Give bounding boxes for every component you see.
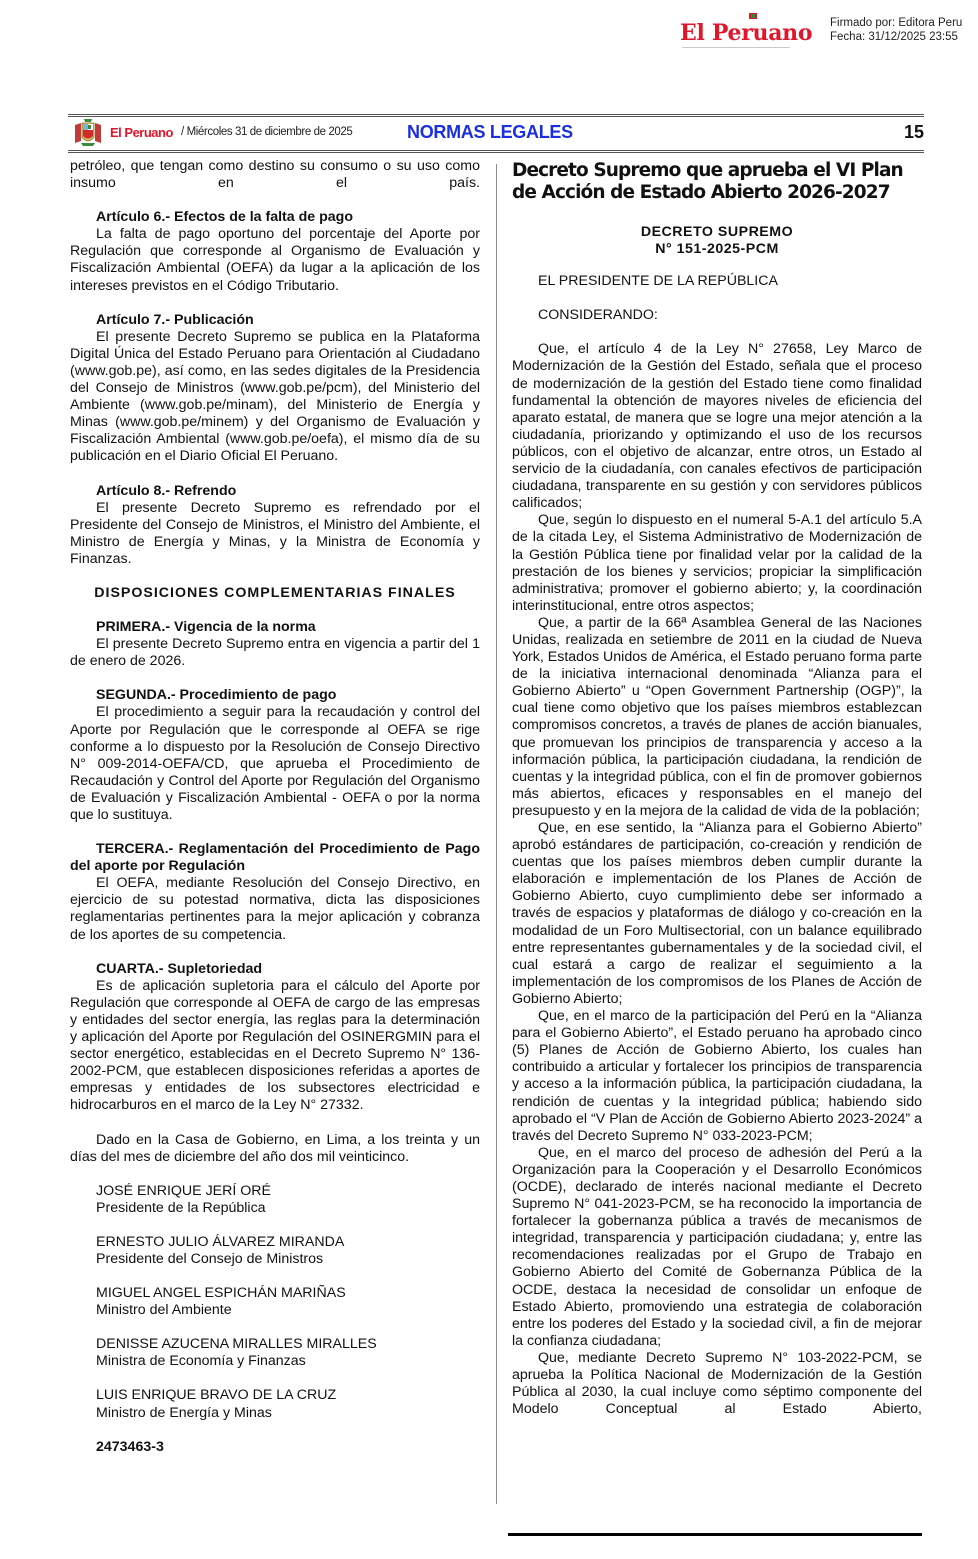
recital-paragraph: Que, mediante Decreto Supremo N° 103-2022-PCM, se aprueba la Política Nacional de Modernización de la Gestión Pública al 2030, la cual incluye como séptimo componente del Modelo Conceptual al Estado Abierto, bbox=[512, 1349, 922, 1418]
decree-title: Decreto Supremo que aprueba el VI Plan de Acción de Estado Abierto 2026-2027 bbox=[512, 160, 903, 203]
recital-paragraph: Que, en el marco del proceso de adhesión del Perú a la Organización para la Cooperación y el Desarrollo Económicos (OCDE), declarado de interés nacional mediante el Decreto Supremo N° 041-2023-PCM, se ha reconocido la importancia de fortalecer la gobernanza pública a través de mecanismos de integridad, transparencia y participación ciudadana; y, entre las recomendaciones realizadas por el Grupo de Trabajo en Gobierno Abierto del Comité de Gobernanza Pública de la OCDE, destaca la necesidad de consolidar un enfoque de Estado Abierto, promoviendo una estrategia de colaboración entre los poderes del Estado y la sociedad civil, a fin de mejorar la confianza ciudadana; bbox=[512, 1144, 922, 1349]
considering-label: CONSIDERANDO: bbox=[538, 307, 658, 324]
recital-paragraph: Que, según lo dispuesto en el numeral 5-A.1 del artículo 5.A de la citada Ley, el Sistema Administrativo de Modernización de la Gestión Pública tiene por finalidad velar por la calidad de la prestación de los bienes y servicios; propiciar la simplificación administrativa; promover el gobierno abierto; y, la coordinación interinstitucional, entre otros aspectos; bbox=[512, 512, 922, 614]
decree-number: N° 151-2025-PCM bbox=[655, 241, 779, 258]
article-8-body: El presente Decreto Supremo es refrendado por el Presidente del Consejo de Ministros, el Ministro del Ambiente, el Ministro de Energía y Minas, y la Ministra de Economía y Finanzas. bbox=[70, 499, 480, 567]
recital-paragraph: Que, en el marco de la participación del Perú en la “Alianza para el Gobierno Abierto”, el Estado peruano ha aprobado cinco (5) Planes de Acción de Gobierno Abierto, los cuales han contribuido a articular y fortalecer los principios de transparencia y acceso a la información pública, la participación ciudadana, la rendición de cuentas y la integridad pública; habiendo sido aprobado el “V Plan de Acción de Gobierno Abierto 2023-2024” a través del Decreto Supremo N° 033-2023-PCM; bbox=[512, 1008, 922, 1144]
provision-primera-heading: PRIMERA.- Vigencia de la norma bbox=[96, 619, 316, 636]
digital-signature-stamp bbox=[678, 14, 978, 48]
provision-primera-body: El presente Decreto Supremo entra en vigencia a partir del 1 de enero de 2026. bbox=[70, 636, 480, 670]
article-6-body: La falta de pago oportuno del porcentaje del Aporte por Regulación que corresponde al Organismo de Evaluación y Fiscalización Ambiental (OEFA) da lugar a la aplicación de los intereses previstos en el Código Tributario. bbox=[70, 226, 480, 294]
header-rule-top bbox=[68, 114, 924, 117]
issuer: EL PRESIDENTE DE LA REPÚBLICA bbox=[538, 273, 778, 290]
article-7-body: El presente Decreto Supremo se publica en la Plataforma Digital Única del Estado Peruano para Orientación al Ciudadano (www.gob.pe), así como, en las sedes digitales de la Presidencia del Consejo de Ministros (www.gob.pe/pcm), del Ministerio del Ambiente (www.gob.pe/minam), del Ministerio de Energía y Minas (www.gob.pe/minem) y del Organismo de Evaluación y Fiscalización Ambiental (www.gob.pe/oefa), el mismo día de su publicación en el Diario Oficial El Peruano. bbox=[70, 328, 480, 465]
provision-tercera-body: El OEFA, mediante Resolución del Consejo Directivo, en ejercicio de su potestad normativa, dicta las disposiciones reglamentarias pertinentes para la mejor aplicación y cobranza de los aportes de su competencia. bbox=[70, 875, 480, 943]
provision-cuarta-body: Es de aplicación supletoria para el cálculo del Aporte por Regulación que corresponde al OEFA de cargo de las empresas y entidades del sector energía, las reglas para la determinación y aplicación del Aporte por Regulación del OSINERGMIN para el sector energético, establecidas en el Decreto Supremo N° 136-2002-PCM, que establecen disposiciones referidas a aportes de empresas y entidades de los subsectores electricidad e hidrocarburos en el marco de la Ley N° 27332. bbox=[70, 977, 480, 1114]
continuation-paragraph: petróleo, que tengan como destino su consumo o su uso como insumo en el país. bbox=[70, 158, 480, 192]
provision-cuarta-heading: CUARTA.- Supletoriedad bbox=[96, 960, 263, 977]
signatory-role: Presidente del Consejo de Ministros bbox=[96, 1250, 324, 1267]
recital-paragraph: Que, en ese sentido, la “Alianza para el Gobierno Abierto” aprobó estándares de participación, co-creación y rendición de cuentas que los países miembros deben cumplir durante la elaboración e implementación de los Planes de Acción de Gobierno Abierto, cuyo cumplimiento debe ser informado a través de espacios y plataformas de diálogo y co-creación en la modalidad de un Foro Multisectorial, con un balance equilibrado entre representantes gubernamentales y de la sociedad civil, el cual estará a cargo de realizar el seguimiento a la implementación de los compromisos de los Planes de Acción de Gobierno Abierto; bbox=[512, 820, 922, 1007]
closing-statement: Dado en la Casa de Gobierno, en Lima, a los treinta y un días del mes de diciembre del año dos mil veinticinco. bbox=[70, 1131, 480, 1165]
article-7-heading: Artículo 7.- Publicación bbox=[96, 311, 254, 328]
section-title: NORMAS LEGALES bbox=[407, 122, 573, 142]
signatory-name: LUIS ENRIQUE BRAVO DE LA CRUZ bbox=[96, 1387, 337, 1404]
final-provisions-title: DISPOSICIONES COMPLEMENTARIAS FINALES bbox=[94, 584, 456, 601]
left-column bbox=[70, 158, 480, 1456]
provision-tercera-heading: TERCERA.- Reglamentación del Procedimiento de Pago del aporte por Regulación bbox=[70, 841, 480, 875]
signatory-name: ERNESTO JULIO ÁLVAREZ MIRANDA bbox=[96, 1233, 345, 1250]
page-number: 15 bbox=[903, 122, 924, 142]
el-peruano-logo: El Peruano bbox=[680, 20, 813, 46]
recital-paragraph: Que, a partir de la 66ª Asamblea General de las Naciones Unidas, realizada en setiembre de 2011 en la ciudad de Nueva York, Estados Unidos de América, el Estado peruano forma parte de la iniciativa internacional denominada “Alianza para el Gobierno Abierto” u “Open Government Partnership (OGP)”, la cual tiene como objetivo que los países miembros establezcan compromisos concretos, a través de planes de acción bianuales, que promuevan los principios de transparencia y acceso a la información pública, la participación ciudadana, la rendición de cuentas y la integridad pública, con el fin de promover gobiernos más abiertos, eficaces y responsables en el manejo del presupuesto y en la mejora de la calidad de vida de la población; bbox=[512, 614, 922, 819]
peru-coat-of-arms-icon bbox=[73, 119, 103, 147]
brand-name: El Peruano bbox=[110, 125, 173, 140]
column-end-rule bbox=[508, 1533, 922, 1536]
signatory-role: Ministro de Energía y Minas bbox=[96, 1404, 272, 1421]
signature-info bbox=[830, 16, 962, 44]
signatory-name: DENISSE AZUCENA MIRALLES MIRALLES bbox=[96, 1336, 377, 1353]
recital-paragraph: Que, el artículo 4 de la Ley N° 27658, Ley Marco de Modernización de la Gestión del Estado, señala que el proceso de modernización de la gestión del Estado tiene como finalidad fundamental la obtención de mayores niveles de eficiencia del aparato estatal, de manera que se logre una mejor atención a la ciudadanía, priorizando y optimizando el uso de los recursos públicos, con el objetivo de alcanzar, entre otros, un Estado al servicio de la ciudadanía, con canales efectivos de participación ciudadana, transparente en su gestión y con servidores públicos calificados; bbox=[512, 341, 922, 512]
signatory-block bbox=[70, 1183, 480, 1422]
signatory-role: Ministro del Ambiente bbox=[96, 1302, 232, 1319]
provision-segunda-body: El procedimiento a seguir para la recaudación y control del Aporte por Regulación que le corresponde al OEFA se rige conforme a lo dispuesto por la Resolución de Consejo Directivo N° 009-2014-OEFA/CD, que aprueba el Procedimiento de Recaudación y Control del Aporte por Regulación del Organismo de Evaluación y Fiscalización Ambiental - OEFA o por la norma que lo sustituya. bbox=[70, 704, 480, 823]
publication-date: / Miércoles 31 de diciembre de 2025 bbox=[181, 126, 353, 138]
decree-label: DECRETO SUPREMO bbox=[640, 224, 794, 240]
coat-of-arms-icon bbox=[749, 12, 757, 20]
signature-date: Fecha: 31/12/2025 23:55 bbox=[830, 31, 958, 43]
logo-underline bbox=[682, 47, 790, 48]
header-rule-bottom bbox=[68, 150, 924, 153]
reference-code: 2473463-3 bbox=[96, 1438, 164, 1455]
signed-by: Firmado por: Editora Peru bbox=[830, 17, 963, 29]
column-divider bbox=[496, 164, 497, 1504]
signatory-name: MIGUEL ANGEL ESPICHÁN MARIÑAS bbox=[96, 1285, 346, 1302]
provision-segunda-heading: SEGUNDA.- Procedimiento de pago bbox=[96, 687, 337, 704]
signatory-role: Presidente de la República bbox=[96, 1199, 266, 1216]
signatory-name: JOSÉ ENRIQUE JERÍ ORÉ bbox=[96, 1182, 272, 1199]
page-header bbox=[70, 118, 924, 148]
right-column bbox=[512, 158, 922, 1418]
signatory-role: Ministra de Economía y Finanzas bbox=[96, 1353, 306, 1370]
article-6-heading: Artículo 6.- Efectos de la falta de pago bbox=[96, 209, 354, 226]
article-8-heading: Artículo 8.- Refrendo bbox=[96, 482, 237, 499]
